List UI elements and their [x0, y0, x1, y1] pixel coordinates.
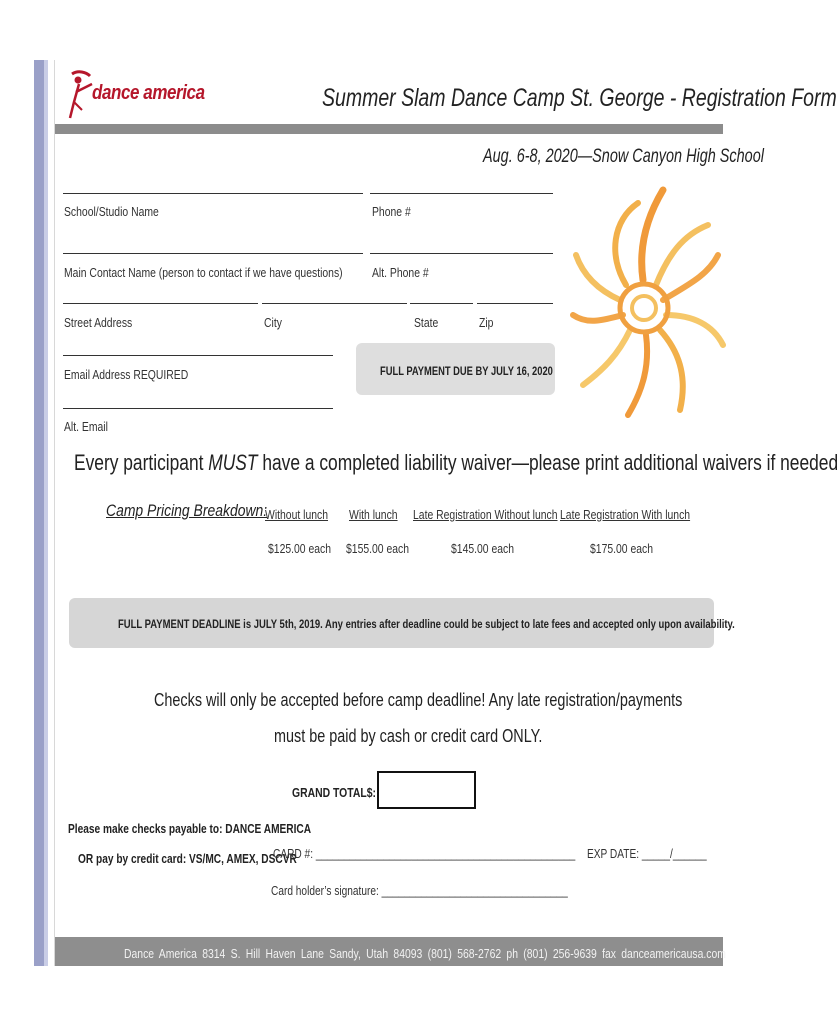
sun-icon [568, 175, 728, 425]
binder-stripe-inner [44, 60, 48, 966]
exp-date-field[interactable]: EXP DATE: _____/______ [587, 846, 707, 861]
grand-total-label: GRAND TOTAL$: [292, 785, 376, 800]
deadline-notice: FULL PAYMENT DEADLINE is JULY 5th, 2019. Any entries after deadline could be subject to late fees and accepted only upon availability. [118, 617, 735, 631]
street-label: Street Address [64, 315, 133, 330]
waiver-notice-after: have a completed liability waiver—please print additional waivers if needed [257, 450, 838, 475]
alt-phone-label: Alt. Phone # [372, 265, 429, 280]
price-option-label: Late Registration With lunch [560, 507, 691, 522]
form-title: Summer Slam Dance Camp St. George - Registration Form [322, 84, 837, 112]
school-name-field[interactable] [63, 193, 363, 194]
city-field[interactable] [262, 303, 407, 304]
main-contact-label: Main Contact Name (person to contact if we have questions) [64, 265, 343, 280]
email-label: Email Address REQUIRED [64, 367, 189, 382]
checks-payable-text: Please make checks payable to: DANCE AMERICA [68, 821, 312, 836]
payment-due-text: FULL PAYMENT DUE BY JULY 16, 2020 [380, 364, 553, 378]
email-field[interactable] [63, 355, 333, 356]
price-option-label: Late Registration Without lunch [413, 507, 558, 522]
credit-card-text: OR pay by credit card: VS/MC, AMEX, DSCVR [78, 851, 297, 866]
price-option-label: With lunch [349, 507, 398, 522]
footer-contact: Dance America 8314 S. Hill Haven Lane Sandy, Utah 84093 (801) 568-2762 ph (801) 256-9639 fax danceamericausa.com [124, 946, 726, 961]
grand-total-field[interactable] [377, 771, 476, 809]
waiver-notice-before: Every participant [74, 450, 209, 475]
price-option-value: $155.00 each [346, 541, 410, 556]
waiver-notice [74, 450, 838, 476]
school-name-label: School/Studio Name [64, 204, 159, 219]
state-label: State [414, 315, 439, 330]
signature-field[interactable]: Card holder’s signature: _________________________________ [271, 883, 568, 898]
alt-email-field[interactable] [63, 408, 333, 409]
street-field[interactable] [63, 303, 258, 304]
alt-phone-field[interactable] [370, 253, 553, 254]
zip-field[interactable] [477, 303, 553, 304]
page-margin-rule [54, 60, 55, 966]
phone-label: Phone # [372, 204, 411, 219]
price-option-value: $125.00 each [268, 541, 332, 556]
state-field[interactable] [410, 303, 473, 304]
zip-label: Zip [479, 315, 494, 330]
event-subtitle: Aug. 6-8, 2020—Snow Canyon High School [483, 146, 764, 167]
price-option-value: $145.00 each [451, 541, 515, 556]
price-option-value: $175.00 each [590, 541, 654, 556]
waiver-notice-emphasis: MUST [208, 450, 258, 475]
checks-notice-line-1: Checks will only be accepted before camp deadline! Any late registration/payments [154, 690, 683, 710]
phone-field[interactable] [370, 193, 553, 194]
alt-email-label: Alt. Email [64, 419, 108, 434]
checks-notice-line-2: must be paid by cash or credit card ONLY. [274, 726, 543, 746]
price-option-label: Without lunch [265, 507, 329, 522]
binder-stripe [34, 60, 44, 966]
card-number-field[interactable]: CARD #: ______________________________________________ [273, 846, 576, 861]
pricing-title: Camp Pricing Breakdown: [106, 501, 268, 520]
main-contact-field[interactable] [63, 253, 363, 254]
logo-text: dance america [92, 82, 205, 104]
city-label: City [264, 315, 282, 330]
title-bar [55, 124, 723, 134]
